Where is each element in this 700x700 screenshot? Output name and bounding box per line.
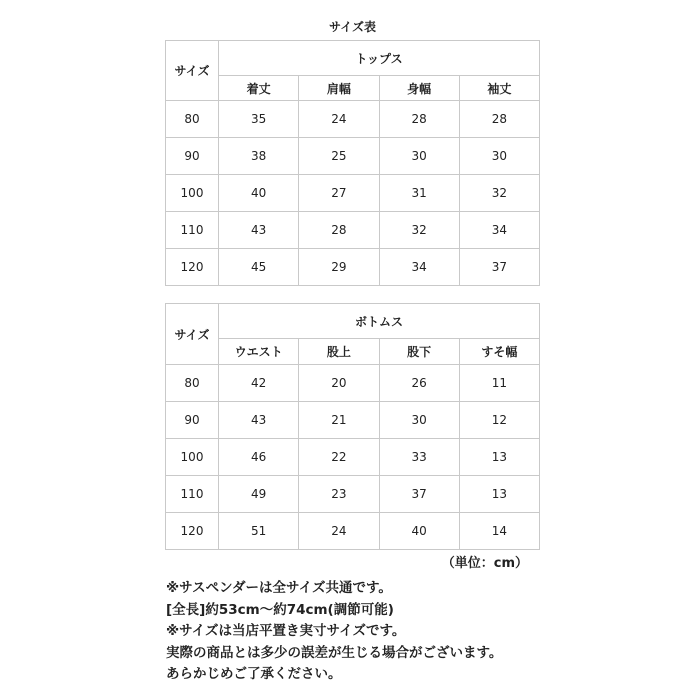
value-cell: 30	[459, 138, 539, 175]
size-cell: 120	[166, 249, 219, 286]
bottoms-column-header: ウエスト	[219, 339, 299, 365]
value-cell: 30	[379, 138, 459, 175]
value-cell: 49	[219, 476, 299, 513]
value-cell: 34	[459, 212, 539, 249]
table-row	[166, 513, 540, 550]
value-cell: 28	[299, 212, 379, 249]
value-cell: 13	[459, 476, 539, 513]
note-line: ※サイズは当店平置き実寸サイズです。	[166, 623, 406, 639]
unit-label: （単位：cm）	[441, 556, 528, 571]
value-cell: 34	[379, 249, 459, 286]
value-cell: 21	[299, 402, 379, 439]
size-cell: 90	[166, 402, 219, 439]
value-cell: 35	[219, 101, 299, 138]
size-cell: 80	[166, 101, 219, 138]
tops-column-header: 肩幅	[299, 76, 379, 101]
table-row	[166, 439, 540, 476]
table-row	[166, 249, 540, 286]
bottoms-group-header: ボトムス	[219, 304, 540, 339]
size-cell: 100	[166, 175, 219, 212]
value-cell: 13	[459, 439, 539, 476]
tops-column-header: 着丈	[219, 76, 299, 101]
value-cell: 33	[379, 439, 459, 476]
value-cell: 28	[459, 101, 539, 138]
size-cell: 110	[166, 476, 219, 513]
value-cell: 38	[219, 138, 299, 175]
tops-size-table	[165, 40, 540, 286]
bottoms-column-header: 股下	[379, 339, 459, 365]
value-cell: 23	[299, 476, 379, 513]
table-row	[166, 101, 540, 138]
tops-column-header: 袖丈	[459, 76, 539, 101]
value-cell: 27	[299, 175, 379, 212]
size-cell: 120	[166, 513, 219, 550]
bottoms-size-table	[165, 303, 540, 550]
value-cell: 42	[219, 365, 299, 402]
value-cell: 32	[379, 212, 459, 249]
tops-column-header: 身幅	[379, 76, 459, 101]
page-title: サイズ表	[328, 20, 377, 34]
table-row	[166, 402, 540, 439]
note-line: ※サスペンダーは全サイズ共通です。	[166, 580, 392, 596]
bottoms-size-header: サイズ	[166, 304, 219, 365]
note-line: あらかじめご了承ください。	[166, 666, 342, 682]
value-cell: 24	[299, 513, 379, 550]
value-cell: 31	[379, 175, 459, 212]
value-cell: 51	[219, 513, 299, 550]
size-cell: 110	[166, 212, 219, 249]
value-cell: 24	[299, 101, 379, 138]
tops-size-header: サイズ	[166, 41, 219, 101]
value-cell: 28	[379, 101, 459, 138]
tops-group-header: トップス	[219, 41, 540, 76]
value-cell: 40	[379, 513, 459, 550]
value-cell: 26	[379, 365, 459, 402]
value-cell: 30	[379, 402, 459, 439]
size-cell: 100	[166, 439, 219, 476]
table-row	[166, 476, 540, 513]
value-cell: 14	[459, 513, 539, 550]
table-row	[166, 212, 540, 249]
value-cell: 29	[299, 249, 379, 286]
table-row	[166, 138, 540, 175]
value-cell: 12	[459, 402, 539, 439]
bottoms-column-header: すそ幅	[459, 339, 539, 365]
value-cell: 45	[219, 249, 299, 286]
value-cell: 22	[299, 439, 379, 476]
table-row	[166, 175, 540, 212]
value-cell: 43	[219, 212, 299, 249]
value-cell: 37	[379, 476, 459, 513]
value-cell: 37	[459, 249, 539, 286]
value-cell: 25	[299, 138, 379, 175]
notes-block	[166, 578, 686, 686]
value-cell: 46	[219, 439, 299, 476]
value-cell: 20	[299, 365, 379, 402]
value-cell: 32	[459, 175, 539, 212]
value-cell: 40	[219, 175, 299, 212]
size-cell: 80	[166, 365, 219, 402]
note-line: [全長]約53cm〜約74cm(調節可能)	[166, 601, 394, 618]
value-cell: 43	[219, 402, 299, 439]
value-cell: 11	[459, 365, 539, 402]
size-cell: 90	[166, 138, 219, 175]
note-line: 実際の商品とは多少の誤差が生じる場合がございます。	[166, 644, 503, 661]
bottoms-column-header: 股上	[299, 339, 379, 365]
table-row	[166, 365, 540, 402]
